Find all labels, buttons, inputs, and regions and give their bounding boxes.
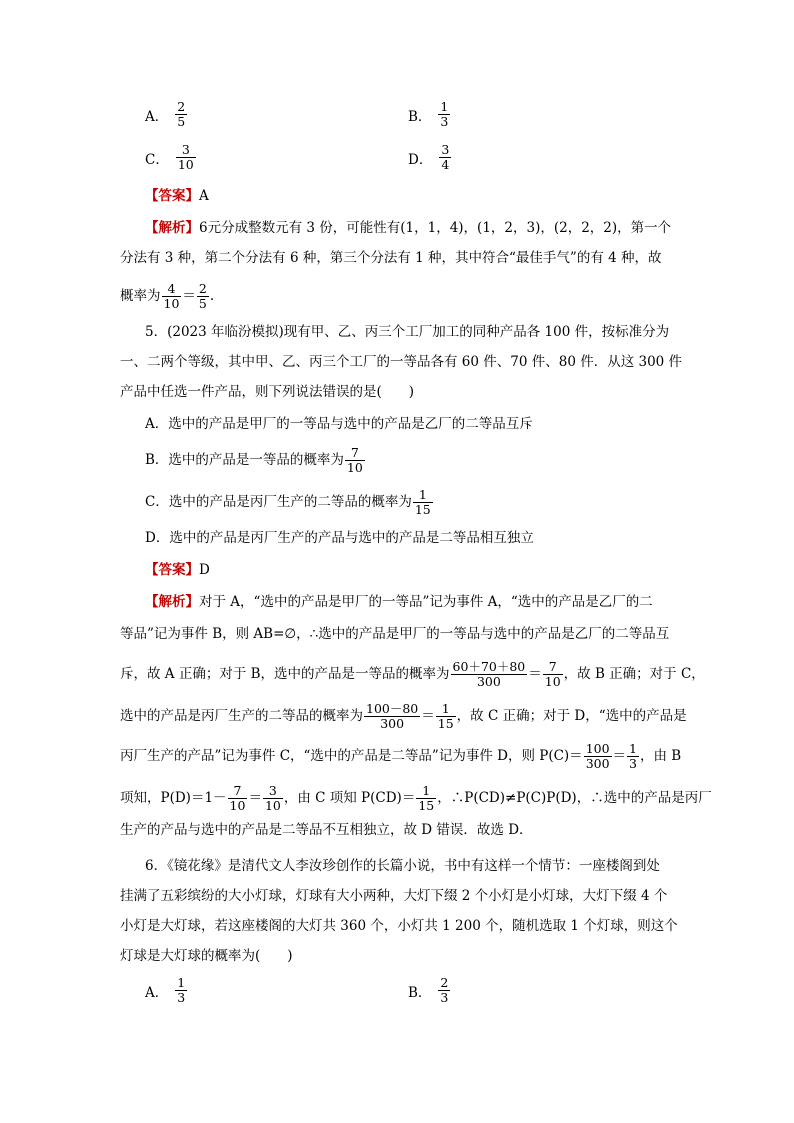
q5-option-b: B．选中的产品是一等品的概率为 $\frac{7}{10}$ xyxy=(145,445,363,475)
q5-analysis-line-1: 【解析】对于 A，“选中的产品是甲厂的一等品”记为事件 A，“选中的产品是乙厂的二 xyxy=(145,594,653,610)
q4-analysis-line-3: 概率为 $\frac{4}{10}$ ＝ $\frac{2}{5}$ . xyxy=(120,281,215,311)
fraction: $\frac{4}{10}$ xyxy=(163,281,180,311)
answer-tag: 【答案】 xyxy=(145,188,199,204)
q4-answer: 【答案】A xyxy=(145,188,209,204)
q4-analysis-line-2: 分法有 3 种，第二个分法有 6 种，第三个分法有 1 种，其中符合“最佳手气”的有 4 种，故 xyxy=(120,250,662,266)
q5-analysis-line-4: 选中的产品是丙厂生产的二等品的概率为 $\frac{100-80}{300}$ ＝ $\frac{1}{15}$ ，故 C 正确；对于 D，“选中的产品是 xyxy=(120,701,687,731)
fraction: $\frac{1}{3}$ xyxy=(629,741,637,771)
q4-option-a: A． $\frac{2}{5}$ xyxy=(145,99,186,129)
q5-stem-line-2: 一、二两个等级，其中甲、乙、丙三个工厂的一等品各有 60 件、70 件、80 件．从这 300 件 xyxy=(120,354,683,370)
fraction: $\frac{1}{15}$ xyxy=(437,701,454,731)
q5-option-d: D．选中的产品是丙厂生产的产品与选中的产品是二等品相互独立 xyxy=(145,530,534,546)
fraction: $\frac{2}{5}$ xyxy=(177,99,186,129)
q5-stem-line-3: 产品中任选一件产品，则下列说法错误的是( ) xyxy=(120,384,415,400)
fraction: $\frac{100}{300}$ xyxy=(585,741,610,771)
q4-option-b: B． $\frac{1}{3}$ xyxy=(408,99,449,129)
q5-analysis-line-3: 斥，故 A 正确；对于 B，选中的产品是一等品的概率为 $\frac{60+70+80}{300}$ ＝ $\frac{7}{10}$ ，故 B 正确；对于 C， xyxy=(120,659,705,689)
q4-option-d: D． $\frac{3}{4}$ xyxy=(408,142,450,172)
fraction: $\frac{2}{5}$ xyxy=(198,281,207,311)
answer-tag: 【答案】 xyxy=(145,562,199,578)
analysis-tag: 【解析】 xyxy=(145,594,199,610)
fraction: $\frac{1}{3}$ xyxy=(177,975,186,1005)
fraction: $\frac{100-80}{300}$ xyxy=(366,701,419,731)
fraction: $\frac{1}{15}$ xyxy=(414,487,431,517)
q5-option-c: C．选中的产品是丙厂生产的二等品的概率为 $\frac{1}{15}$ xyxy=(145,487,431,517)
analysis-tag: 【解析】 xyxy=(145,220,199,236)
fraction: $\frac{7}{10}$ xyxy=(346,445,363,475)
fraction: $\frac{3}{10}$ xyxy=(264,783,281,813)
q5-option-a: A．选中的产品是甲厂的一等品与选中的产品是乙厂的二等品互斥 xyxy=(145,416,533,432)
q6-stem-line-2: 挂满了五彩缤纷的大小灯球，灯球有大小两种，大灯下缀 2 个小灯是小灯球，大灯下缀 4 个 xyxy=(120,888,668,904)
q6-stem-line-4: 灯球是大灯球的概率为( ) xyxy=(120,948,293,964)
q6-stem-line-3: 小灯是大灯球，若这座楼阁的大灯共 360 个，小灯共 1 200 个，随机选取 1 个灯球，则这个 xyxy=(120,918,678,934)
fraction: $\frac{1}{3}$ xyxy=(440,99,449,129)
fraction: $\frac{60+70+80}{300}$ xyxy=(452,659,526,689)
q5-analysis-line-5: 丙厂生产的产品”记为事件 C，“选中的产品是二等品”记为事件 D，则 P(C)＝ $\frac{100}{300}$ ＝ $\frac{1}{3}$ ，由 B xyxy=(120,741,682,771)
fraction: $\frac{7}{10}$ xyxy=(544,659,561,689)
q4-option-c: C． $\frac{3}{10}$ xyxy=(145,142,194,172)
fraction: $\frac{1}{15}$ xyxy=(418,783,435,813)
fraction: $\frac{2}{3}$ xyxy=(440,975,449,1005)
q5-answer: 【答案】D xyxy=(145,562,210,578)
q6-option-a: A． $\frac{1}{3}$ xyxy=(145,975,186,1005)
fraction: $\frac{3}{4}$ xyxy=(441,142,450,172)
q5-stem-line-1: 5．(2023 年临汾模拟)现有甲、乙、丙三个工厂加工的同种产品各 100 件，按标准分为 xyxy=(145,324,670,340)
q5-analysis-line-2: 等品”记为事件 B，则 AB=∅，∴选中的产品是甲厂的一等品与选中的产品是乙厂的二等品互 xyxy=(120,626,670,642)
q4-analysis-line-1: 【解析】6元分成整数元有 3 份，可能性有(1，1，4)，(1，2，3)，(2，2，2)，第一个 xyxy=(145,220,672,236)
fraction: $\frac{7}{10}$ xyxy=(229,783,246,813)
fraction: $\frac{3}{10}$ xyxy=(177,142,194,172)
q6-option-b: B． $\frac{2}{3}$ xyxy=(408,975,449,1005)
q5-analysis-line-7: 生产的产品与选中的产品是二等品不互相独立，故 D 错误．故选 D． xyxy=(120,822,533,838)
q6-stem-line-1: 6．《镜花缘》是清代文人李汝珍创作的长篇小说，书中有这样一个情节：一座楼阁到处 xyxy=(145,858,660,874)
q5-analysis-line-6: 项知，P(D)＝1－ $\frac{7}{10}$ ＝ $\frac{3}{10}$ ，由 C 项知 P(CD)＝ $\frac{1}{15}$ ，∴P(CD)≠P(C)P(D)，∴选中的产品是丙厂 xyxy=(120,783,712,813)
